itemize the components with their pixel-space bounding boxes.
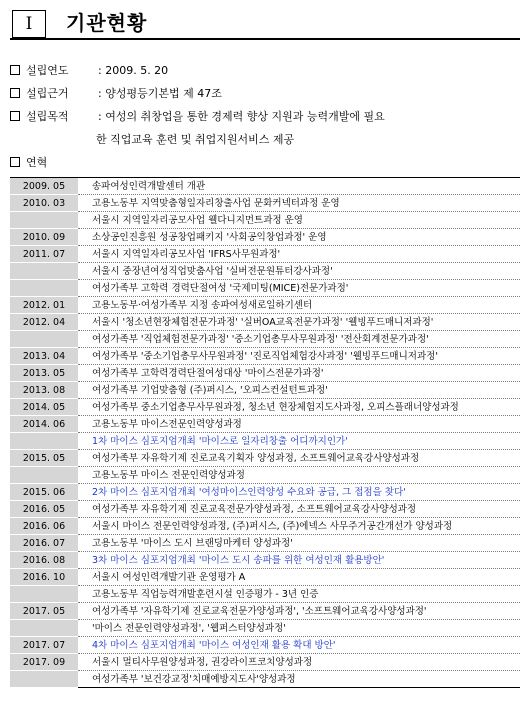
history-description: 여성가족부 자유학기제 진로교육전문가양성과정, 소프트웨어교육강사양성과정 [78, 501, 520, 518]
history-description: 서울시 여성인력개발기관 운영평가 A [78, 569, 520, 586]
history-description: 서울시 멀티사무원양성과정, 권강라이프코치양성과정 [78, 654, 520, 671]
history-description: 소상공인진흥원 성공창업패키지 '사회공익창업과정' 운영 [78, 229, 520, 246]
info-value: : 양성평등기본법 제 47조 [98, 87, 222, 100]
history-date: 2013. 08 [10, 382, 78, 399]
history-row [10, 654, 520, 671]
info-value: : 여성의 취창업을 통한 경제력 향상 지원과 능력개발에 필요 [98, 110, 385, 123]
section-title: 기관현황 [66, 11, 148, 35]
history-date: 2013. 04 [10, 348, 78, 365]
history-title: 연혁 [26, 156, 48, 169]
history-table [10, 177, 520, 688]
history-description: 고용노동부 지역맞춤형일자리창출사업 문화커넥터과정 운영 [78, 195, 520, 212]
history-description: 여성가족부 자유학기제 진로교육기획자 양성과정, 소프트웨어교육강사양성과정 [78, 450, 520, 467]
history-description: 3차 마이스 심포지엄개최 '마이스 도시 송파를 위한 여성인재 활용방안' [78, 552, 520, 569]
history-description: 여성가족부 고학력 경력단절여성 '국제미팅(MICE)전문가과정' [78, 280, 520, 297]
history-description: 고용노동부 직업능력개발훈련시설 인증평가 - 3년 인증 [78, 586, 520, 603]
history-date: 2017. 05 [10, 603, 78, 620]
history-description: 고용노동부 '마이스 도시 브랜딩마케터 양성과정' [78, 535, 520, 552]
info-value: : 2009. 5. 20 [98, 64, 169, 77]
history-description: 여성가족부 '직업체험전문가과정' '중소기업총무사무원과정' '전산회계전문가과정' [78, 331, 520, 348]
info-label: 설립연도 [26, 64, 69, 77]
history-date [10, 212, 78, 229]
info-founding-year [10, 64, 168, 78]
history-description: 서울시 마이스 전문인력양성과정, (주)퍼시스, (주)에넥스 사무주거공간개선가 양성과정 [78, 518, 520, 535]
history-date [10, 620, 78, 637]
history-date: 2012. 01 [10, 297, 78, 314]
history-date: 2015. 06 [10, 484, 78, 501]
history-date: 2014. 05 [10, 399, 78, 416]
history-date: 2017. 09 [10, 654, 78, 671]
info-label: 설립근거 [26, 87, 69, 100]
history-date: 2009. 05 [10, 178, 78, 195]
history-date: 2016. 07 [10, 535, 78, 552]
checkbox-square-icon [10, 157, 20, 167]
history-row [10, 246, 520, 263]
history-row [10, 212, 520, 229]
history-row [10, 586, 520, 603]
history-date [10, 586, 78, 603]
history-row [10, 399, 520, 416]
history-description: 여성가족부 고학력경력단절여성대상 '마이스전문가과정' [78, 365, 520, 382]
history-description: 고용노동부 마이스전문인력양성과정 [78, 416, 520, 433]
section-header [10, 8, 520, 40]
history-row [10, 297, 520, 314]
history-row [10, 501, 520, 518]
checkbox-square-icon [10, 88, 20, 98]
history-date [10, 280, 78, 297]
history-row [10, 552, 520, 569]
history-row [10, 671, 520, 688]
history-row [10, 620, 520, 637]
history-description: 여성가족부 기업맞춤형 (주)퍼시스, '오피스컨설턴트과정' [78, 382, 520, 399]
history-row [10, 450, 520, 467]
section-number: I [12, 10, 46, 38]
info-legal-basis [10, 87, 222, 101]
history-row [10, 382, 520, 399]
history-description: 1차 마이스 심포지엄개최 '마이스로 일자리창출 어디까지인가' [78, 433, 520, 450]
history-date [10, 671, 78, 688]
history-date: 2017. 07 [10, 637, 78, 654]
history-description: 4차 마이스 심포지엄개최 '마이스 여성인재 활용 확대 방안' [78, 637, 520, 654]
history-date [10, 433, 78, 450]
history-heading [10, 156, 47, 170]
history-row [10, 416, 520, 433]
history-row [10, 314, 520, 331]
history-description: 고용노동부·여성가족부 지정 송파여성새로일하기센터 [78, 297, 520, 314]
history-date [10, 331, 78, 348]
info-purpose-continued: 한 직업교육 훈련 및 취업지원서비스 제공 [96, 133, 295, 146]
history-description: 서울시 지역일자리공모사업 웰다니지먼트과정 운영 [78, 212, 520, 229]
history-date: 2016. 06 [10, 518, 78, 535]
info-purpose [10, 110, 385, 124]
history-description: 고용노동부 마이스 전문인력양성과정 [78, 467, 520, 484]
history-row [10, 280, 520, 297]
history-description: 서울시 지역일자리공모사업 'IFRS사무원과정' [78, 246, 520, 263]
history-date: 2010. 09 [10, 229, 78, 246]
history-description: 서울시 '청소년현장체험전문가과정' '실버OA교육전문가과정' '웰빙푸드매니저과정' [78, 314, 520, 331]
history-description: 여성가족부 '보건강교정'치매예방지도사'양성과정 [78, 671, 520, 688]
history-date: 2016. 08 [10, 552, 78, 569]
history-description: 서울시 중장년여성직업맞춤사업 '실버전문원튜터강사과정' [78, 263, 520, 280]
history-row [10, 603, 520, 620]
history-description: '마이스 전문인력양성과정', '웹퍼스터양성과정' [78, 620, 520, 637]
history-row [10, 348, 520, 365]
history-description: 송파여성인력개발센터 개관 [78, 178, 520, 195]
checkbox-square-icon [10, 111, 20, 121]
history-row [10, 365, 520, 382]
history-row [10, 535, 520, 552]
history-row [10, 331, 520, 348]
history-row [10, 229, 520, 246]
history-date: 2012. 04 [10, 314, 78, 331]
history-description: 2차 마이스 심포지엄개최 '여성마이스인력양성 수요와 공급, 그 접점을 찾다' [78, 484, 520, 501]
history-row [10, 637, 520, 654]
history-date: 2016. 10 [10, 569, 78, 586]
history-date: 2016. 05 [10, 501, 78, 518]
history-row [10, 484, 520, 501]
history-row [10, 518, 520, 535]
history-row [10, 467, 520, 484]
checkbox-square-icon [10, 65, 20, 75]
history-description: 여성가족부 중소기업총무사무원과정, 청소년 현장체험지도사과정, 오피스플래너양성과정 [78, 399, 520, 416]
history-date: 2014. 06 [10, 416, 78, 433]
history-row [10, 178, 520, 195]
history-date [10, 467, 78, 484]
history-date: 2013. 05 [10, 365, 78, 382]
history-row [10, 263, 520, 280]
history-row [10, 433, 520, 450]
history-description: 여성가족부 '자유학기제 진로교육전문가양성과정', '소프트웨어교육강사양성과정' [78, 603, 520, 620]
history-row [10, 569, 520, 586]
history-description: 여성가족부 '중소기업총무사무원과정' '진로직업체험강사과정' '웰빙푸드매니저과정' [78, 348, 520, 365]
history-row [10, 195, 520, 212]
history-date: 2011. 07 [10, 246, 78, 263]
history-date: 2010. 03 [10, 195, 78, 212]
info-label: 설립목적 [26, 110, 69, 123]
history-date: 2015. 05 [10, 450, 78, 467]
history-date [10, 263, 78, 280]
